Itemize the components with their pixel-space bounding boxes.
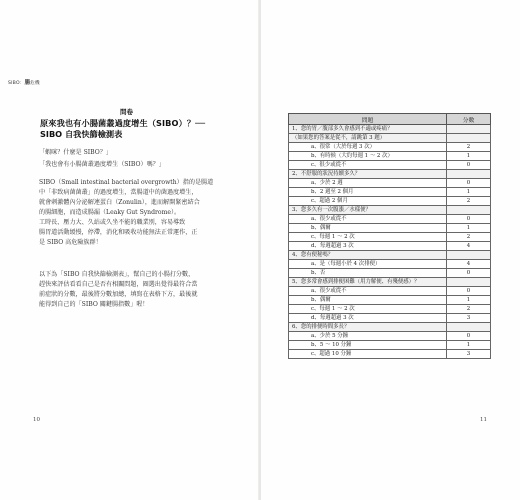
score-cell: 0 — [447, 179, 491, 188]
score-cell: 3 — [447, 314, 491, 323]
option-row — [289, 242, 491, 251]
option-text: c、超過 2 個月 — [289, 197, 447, 206]
question-text: 1、您的胃／腹部多久會感到不適或疼痛？ — [289, 125, 447, 134]
question-text: 4、您有便秘嗎？ — [289, 251, 447, 260]
question-text: 5、您多常會感到排便困難（用力解便、有殘便感）？ — [289, 278, 447, 287]
table-header-row — [289, 114, 491, 125]
option-text: a、很少或從不 — [289, 287, 447, 296]
question-row — [289, 278, 491, 287]
question-row — [289, 206, 491, 215]
score-cell: 1 — [447, 296, 491, 305]
paragraph-4: 以下為「SIBO 自我快篩檢測表」，幫自己的小腸打分數， 趕快來評估看看自己是否有相關問題，圈選出覺得最符合當 前症狀的分數，最後將分數加總，填寫在表格下方，最後就 能得到自己的「SIBO 關鍵腸指數」喔！ — [39, 271, 198, 308]
score-cell: 4 — [447, 242, 491, 251]
score-cell: 0 — [447, 332, 491, 341]
paragraph-1: 「蝦咪？什麼是 SIBO？」 — [39, 149, 112, 156]
score-cell: 3 — [447, 350, 491, 359]
header-question: 問題 — [289, 114, 447, 125]
section-label: 問卷 — [120, 108, 133, 116]
score-cell: 1 — [447, 341, 491, 350]
title-line-2: SIBO 自我快篩檢測表 — [40, 129, 123, 139]
score-cell: 1 — [447, 188, 491, 197]
question-row — [289, 134, 491, 143]
question-text: 3、您多久有一次腹漲／水樣便？ — [289, 206, 447, 215]
option-text: b、有時候（大約每週 1 ～ 2 次） — [289, 152, 447, 161]
option-row — [289, 332, 491, 341]
score-cell: 4 — [447, 260, 491, 269]
option-row — [289, 296, 491, 305]
score-cell: 2 — [447, 233, 491, 242]
option-row — [289, 161, 491, 170]
score-cell — [447, 206, 491, 215]
score-cell: 2 — [447, 305, 491, 314]
paragraph-3: SIBO（Small intestinal bacterial overgrowth）指的是腸道 中「非致病菌菌叢」的過度增生，當腸道中的菌過度增生， 就會刺激體內分泌解連蛋白（Zonulin），進而解開緊密結合 的腸細胞，而造成腸漏（Leaky Gut Syndrome）。 工時長、壓力大、久站或久坐不能的職業別，容易導致 腸胃道活動緩慢，停滯，消化和吸收功能無法正常運作，正 是 SIBO 高危險族群！ — [39, 179, 214, 246]
option-row — [289, 269, 491, 278]
option-row — [289, 233, 491, 242]
option-row — [289, 197, 491, 206]
option-row — [289, 341, 491, 350]
option-text: c、每週 1 ～ 2 次 — [289, 233, 447, 242]
question-row — [289, 170, 491, 179]
option-row — [289, 350, 491, 359]
question-row — [289, 125, 491, 134]
option-text: a、少於 5 分鐘 — [289, 332, 447, 341]
option-text: c、每週 1 ～ 2 次 — [289, 305, 447, 314]
option-row — [289, 224, 491, 233]
score-cell — [447, 125, 491, 134]
option-text: b、否 — [289, 269, 447, 278]
paragraph-2: 「我也會有小腸菌叢過度增生（SIBO）嗎？」 — [39, 161, 165, 168]
left-page — [0, 0, 259, 500]
option-text: d、每週超過 3 次 — [289, 314, 447, 323]
option-text: c、很少或從不 — [289, 161, 447, 170]
header-score: 分數 — [447, 114, 491, 125]
running-head-suffix: 危機 — [30, 81, 40, 86]
option-text: b、偶爾 — [289, 224, 447, 233]
option-row — [289, 188, 491, 197]
score-cell — [447, 134, 491, 143]
option-row — [289, 215, 491, 224]
option-text: a、很常（大於每週 3 次） — [289, 143, 447, 152]
question-text: 2、不舒服的狀況持續多久？ — [289, 170, 447, 179]
score-cell: 2 — [447, 143, 491, 152]
option-row — [289, 305, 491, 314]
option-text: a、是（每週小於 4 次排便） — [289, 260, 447, 269]
score-cell: 1 — [447, 224, 491, 233]
score-cell — [447, 278, 491, 287]
question-row — [289, 251, 491, 260]
option-text: c、超過 10 分鐘 — [289, 350, 447, 359]
option-row — [289, 260, 491, 269]
option-text: a、很少或從不 — [289, 215, 447, 224]
running-head-prefix: SIBO： — [8, 81, 25, 86]
option-text: b、偶爾 — [289, 296, 447, 305]
option-text: b、2 週至 2 個月 — [289, 188, 447, 197]
question-text: （如果您的答案是從不，請跳第 3 題） — [289, 134, 447, 143]
score-cell: 0 — [447, 269, 491, 278]
question-row — [289, 323, 491, 332]
score-cell — [447, 251, 491, 260]
running-head-mid: 腸 — [24, 80, 31, 86]
option-row — [289, 314, 491, 323]
option-row — [289, 179, 491, 188]
option-text: b、5 ～ 10 分鐘 — [289, 341, 447, 350]
score-cell: 0 — [447, 161, 491, 170]
question-text: 6、您的排便時間多長？ — [289, 323, 447, 332]
running-head — [8, 78, 40, 86]
score-cell: 0 — [447, 287, 491, 296]
option-row — [289, 287, 491, 296]
option-row — [289, 152, 491, 161]
score-cell: 1 — [447, 152, 491, 161]
option-text: a、少於 2 週 — [289, 179, 447, 188]
score-cell — [447, 323, 491, 332]
page-number-right: 11 — [480, 417, 487, 423]
table-body — [289, 125, 491, 359]
page-number-left: 10 — [33, 417, 40, 423]
title-line-1: 原來我也有小腸菌叢過度增生（SIBO）？── — [40, 118, 206, 128]
option-row — [289, 143, 491, 152]
sibo-quiz-table — [288, 113, 491, 359]
score-cell: 2 — [447, 197, 491, 206]
option-text: d、每週超過 3 次 — [289, 242, 447, 251]
score-cell — [447, 170, 491, 179]
score-cell: 0 — [447, 215, 491, 224]
